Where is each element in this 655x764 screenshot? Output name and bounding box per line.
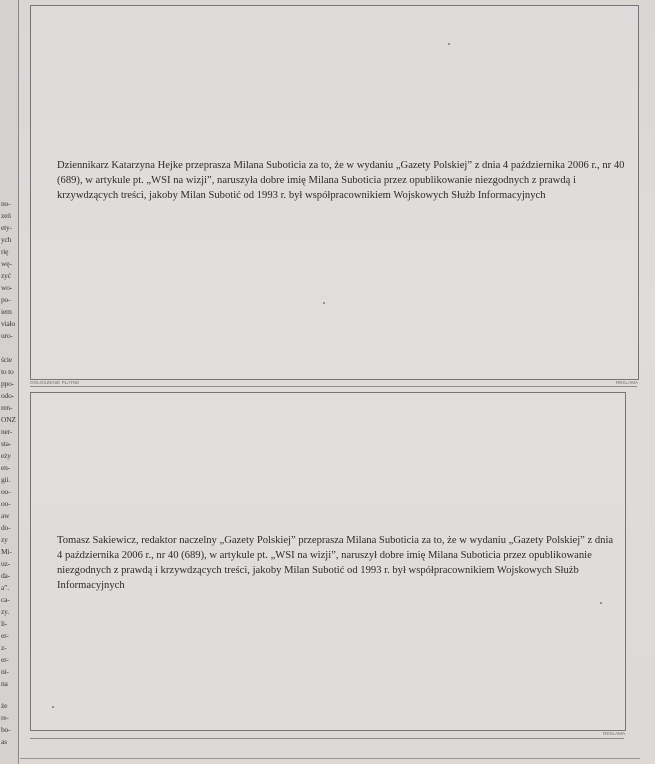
print-speck (52, 706, 54, 708)
left-column-fragment: ren- (1, 403, 13, 412)
left-column-fragment: Mi- (1, 547, 12, 556)
left-column-fragment: oo- (1, 499, 11, 508)
print-speck (448, 43, 450, 45)
left-column-fragment: po- (1, 295, 11, 304)
left-column-fragment: iem (1, 307, 12, 316)
print-speck (323, 302, 325, 304)
left-column-fragment: zeń (1, 211, 11, 220)
left-column-fragment: sta- (1, 439, 12, 448)
left-column-fragment: oo- (1, 487, 11, 496)
left-column-fragment: rię (1, 247, 9, 256)
left-column-fragment: gii. (1, 475, 10, 484)
left-column-fragment: li- (1, 619, 8, 628)
paid-ad-label-1: OGŁOSZENIE PŁATNE (30, 380, 80, 385)
left-column-fragment: wo- (1, 283, 13, 292)
left-column-fragment: uz- (1, 559, 10, 568)
ad-label-right-1: REKLAMA (616, 380, 639, 385)
left-column-fragment: że (1, 701, 8, 710)
left-column-fragment: na (1, 679, 8, 688)
left-column-fragment: zyć (1, 271, 11, 280)
left-column-fragment: a”. (1, 583, 9, 592)
left-column-fragment: no- (1, 199, 11, 208)
left-column-fragment: ONZ (1, 415, 16, 424)
print-speck (600, 602, 602, 604)
left-column-fragment: uro- (1, 331, 13, 340)
left-column-fragment: ni- (1, 667, 9, 676)
left-column-fragment: do- (1, 523, 11, 532)
left-column-fragment: en- (1, 463, 10, 472)
apology-notice-2-text: Tomasz Sakiewicz, redaktor naczelny „Gazety Polskiej” przeprasza Milana Suboticia za to, że w wydaniu „Gazety Polskiej” z dnia 4 października 2006 r., nr 40 (689), w artykule pt. „WSI na wizji”, naruszył dobre imię Milana Suboticia przez opublikowanie niezgodnych z prawdą i krzywdzących treści, jakoby Milan Subotić od 1993 r. był współpracownikiem Wojskowych Służb Informacyjnych (57, 535, 614, 591)
left-column-fragment: bo- (1, 725, 11, 734)
left-column-fragment: ner- (1, 427, 13, 436)
left-column-fragment: wę- (1, 259, 12, 268)
left-column-fragment: ppo- (1, 379, 14, 388)
left-column-fragment: ca- (1, 595, 10, 604)
left-column-fragment: ych (1, 235, 12, 244)
left-column-fragment: aw (1, 511, 10, 520)
left-column-fragment: odo- (1, 391, 14, 400)
adjacent-column-strip (0, 0, 19, 764)
left-column-fragment: da- (1, 571, 10, 580)
bottom-rule (30, 738, 624, 739)
left-column-fragment: zy. (1, 607, 9, 616)
left-column-fragment: zy (1, 535, 8, 544)
left-column-fragment: z- (1, 643, 7, 652)
left-column-fragment: ety- (1, 223, 12, 232)
left-column-fragment: er- (1, 631, 9, 640)
ad-label-right-2: REKLAMA (603, 731, 626, 736)
left-column-fragment: re- (1, 713, 9, 722)
page-bottom-rule (20, 758, 640, 759)
left-column-fragment: to to (1, 367, 14, 376)
separator-rule (30, 386, 637, 387)
left-column-fragment: ście (1, 355, 12, 364)
left-column-fragment: viało (1, 319, 15, 328)
apology-notice-1-text: Dziennikarz Katarzyna Hejke przeprasza Milana Suboticia za to, że w wydaniu „Gazety Polskiej” z dnia 4 października 2006 r., nr 40 (689), w artykule pt. „WSI na wizji”, naruszyła dobre imię Milana Suboticia przez opublikowanie niezgodnych z prawdą i krzywdzących treści, jakoby Milan Subotić od 1993 r. był współpracownikiem Wojskowych Służb Informacyjnych (57, 160, 625, 201)
left-column-fragment: er- (1, 655, 9, 664)
left-column-fragment: eży (1, 451, 11, 460)
left-column-fragment: as (1, 737, 7, 746)
